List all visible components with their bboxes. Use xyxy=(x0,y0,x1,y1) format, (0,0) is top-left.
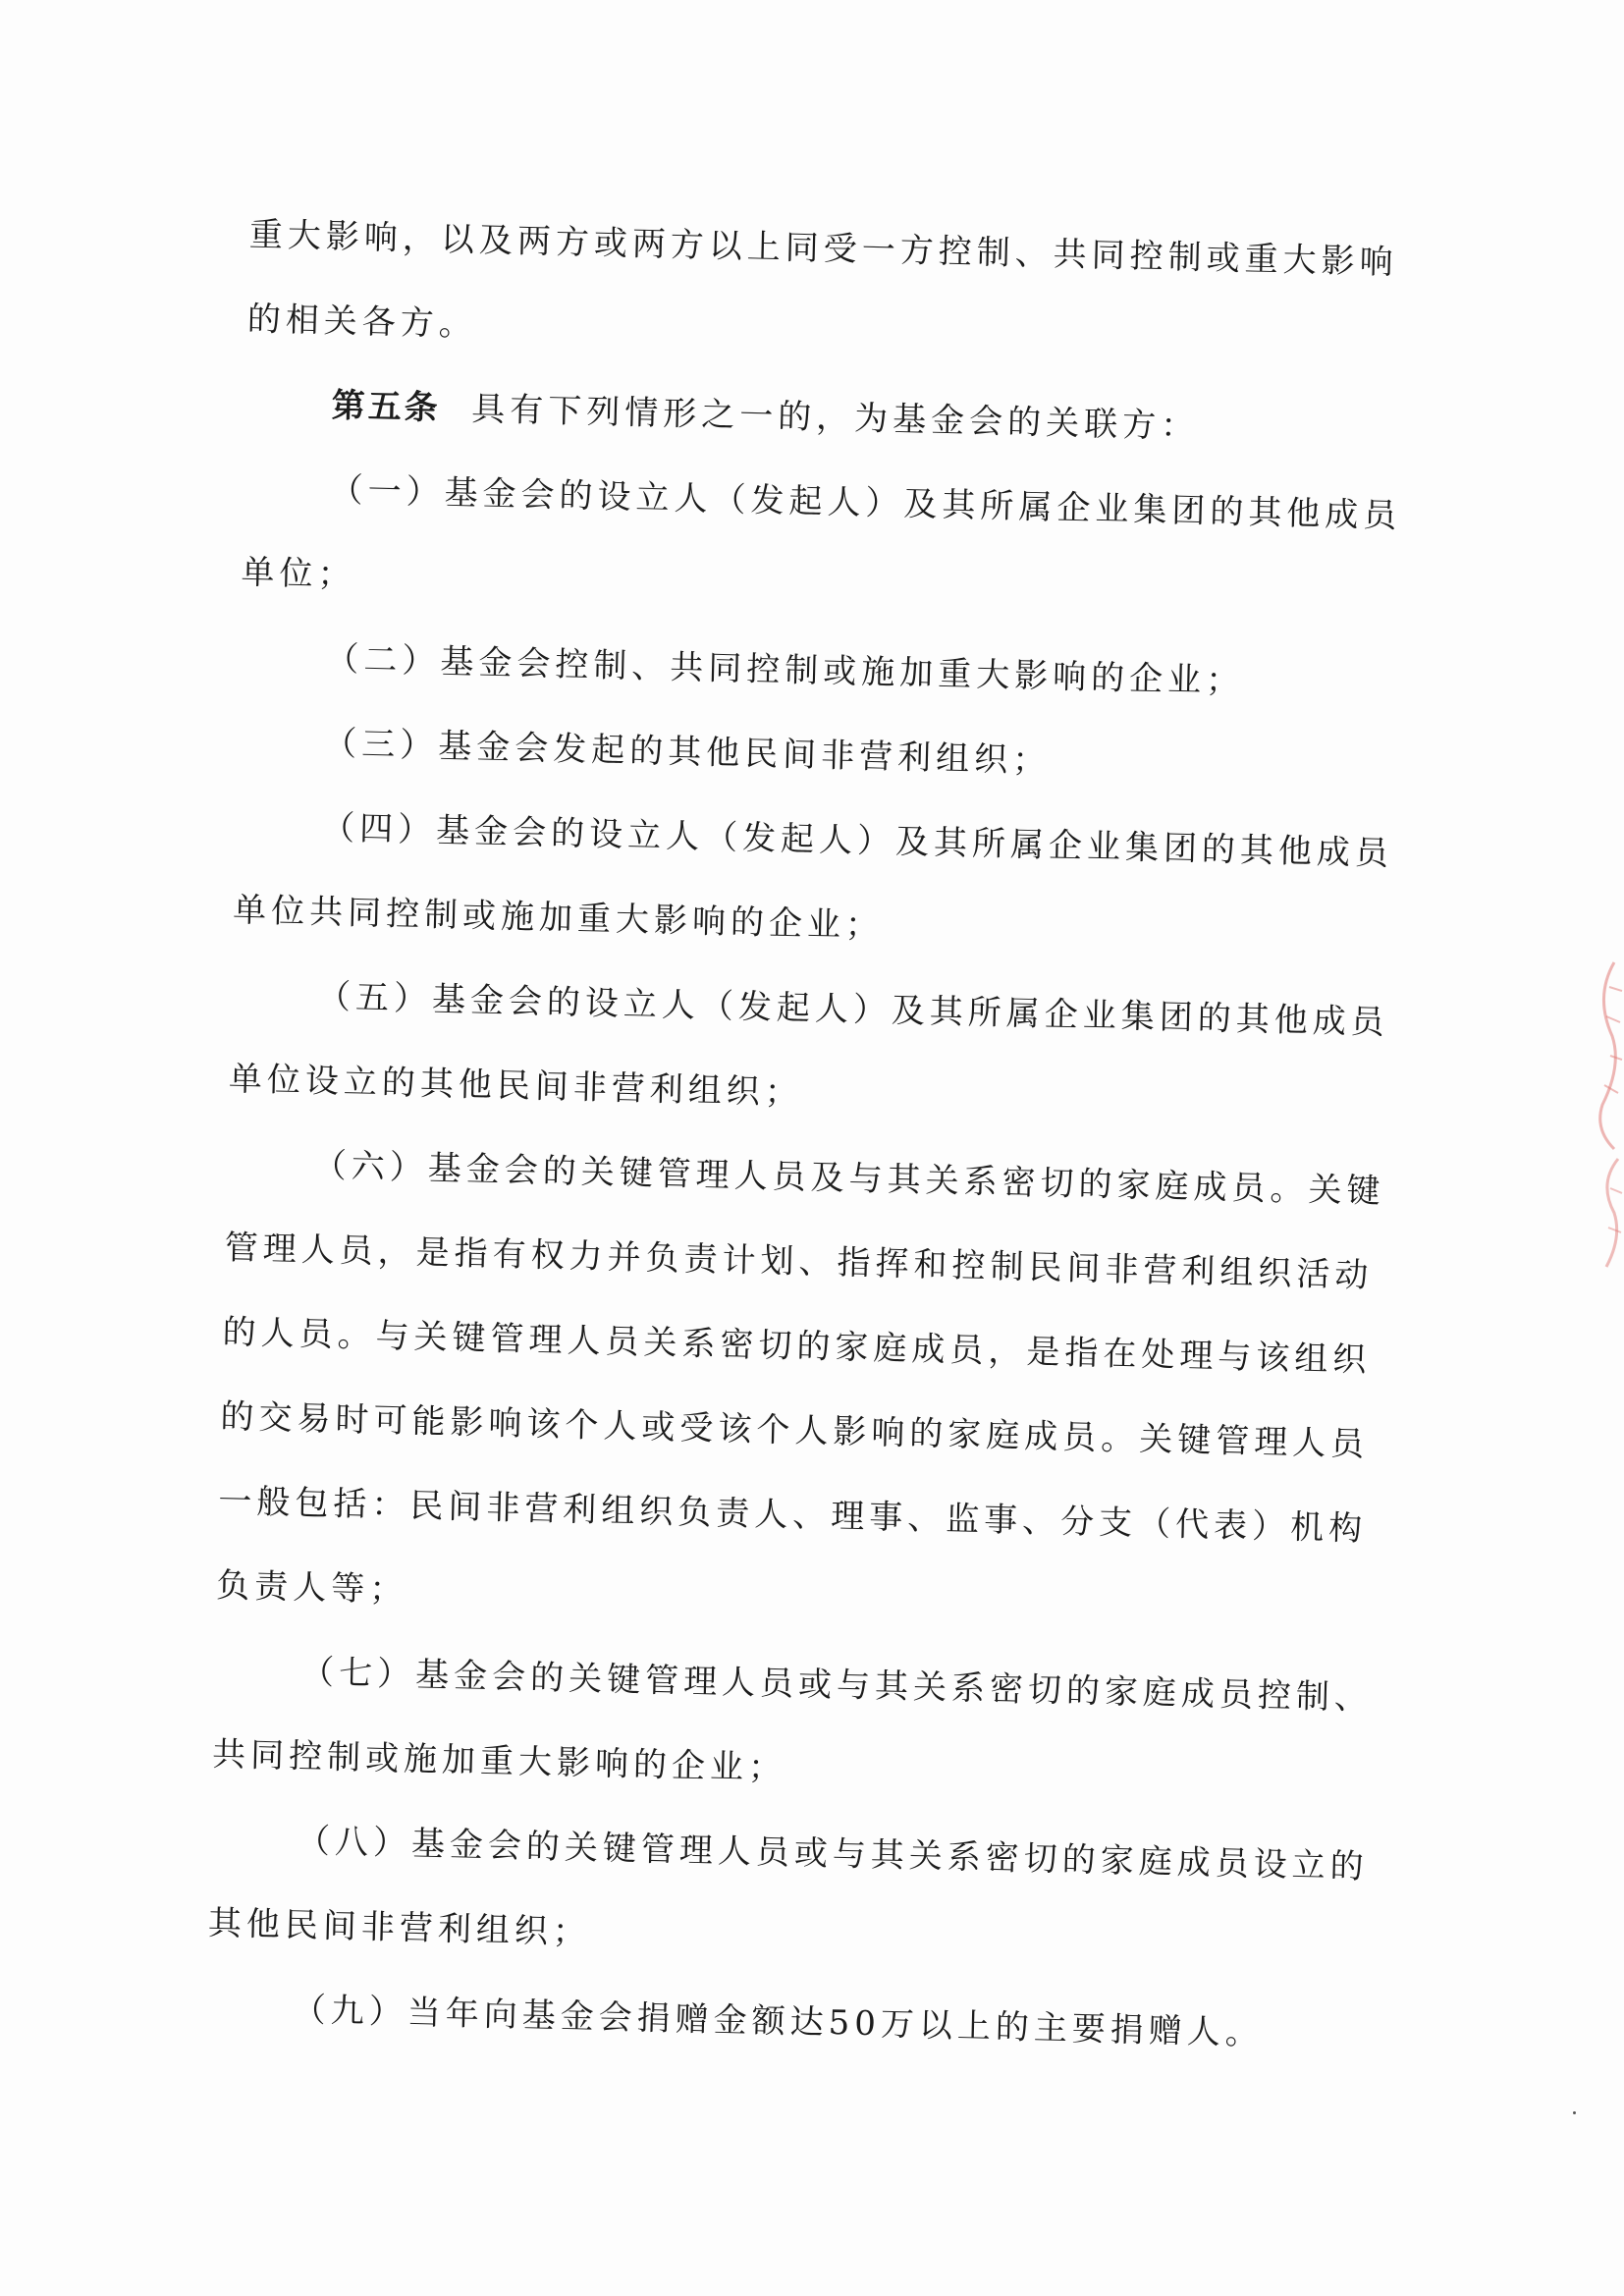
paragraph-text: （四）基金会的设立人（发起人）及其所属企业集团的其他成员单位共同控制或施加重大影响的企业； xyxy=(232,807,1394,946)
paragraph-text: （三）基金会发起的其他民间非营利组织； xyxy=(322,723,1052,782)
list-item-5 xyxy=(228,953,1410,1150)
paragraph-text: （九）当年向基金会捐赠金额达50万以上的主要捐赠人。 xyxy=(292,1990,1265,2053)
paragraph-text: （七）基金会的关键管理人员或与其关系密切的家庭成员控制、共同控制或施加重大影响的企业； xyxy=(211,1652,1374,1788)
paragraph-text: （五）基金会的设立人（发起人）及其所属企业集团的其他成员单位设立的其他民间非营利组织； xyxy=(228,976,1390,1114)
scan-speck xyxy=(1573,2111,1576,2114)
list-item-8 xyxy=(207,1797,1389,1995)
paragraph-text: （六）基金会的关键管理人员及与其关系密切的家庭成员。关键管理人员，是指有权力并负责计划、指挥和控制民间非营利组织活动的人员。与关键管理人员关系密切的家庭成员，是指在处理与该组织的交易时可能影响该个人或受该个人影响的家庭成员。关键管理人员一般包括：民间非营利组织负责人、理事、监事、分支（代表）机构负责人等； xyxy=(215,1145,1385,1611)
paragraph-text: （二）基金会控制、共同控制或施加重大影响的企业； xyxy=(324,639,1245,701)
paragraph-continuation xyxy=(246,192,1429,390)
paragraph-text: （八）基金会的关键管理人员或与其关系密切的家庭成员设立的其他民间非营利组织； xyxy=(207,1821,1370,1952)
seal-stamp-fragment-lower xyxy=(1585,1154,1624,1272)
document-body xyxy=(205,192,1429,2079)
paragraph-text: 具有下列情形之一的，为基金会的关联方： xyxy=(470,389,1200,447)
article-label: 第五条 xyxy=(331,386,442,428)
seal-stamp-fragment xyxy=(1585,957,1624,1154)
paragraph-text: 重大影响，以及两方或两方以上同受一方控制、共同控制或重大影响的相关各方。 xyxy=(246,214,1399,345)
paragraph-text: （一）基金会的设立人（发起人）及其所属企业集团的其他成员单位； xyxy=(241,470,1402,595)
list-item-4 xyxy=(232,784,1414,981)
list-item-7 xyxy=(211,1628,1393,1826)
list-item-6 xyxy=(215,1121,1405,1657)
list-item-1 xyxy=(240,446,1422,643)
